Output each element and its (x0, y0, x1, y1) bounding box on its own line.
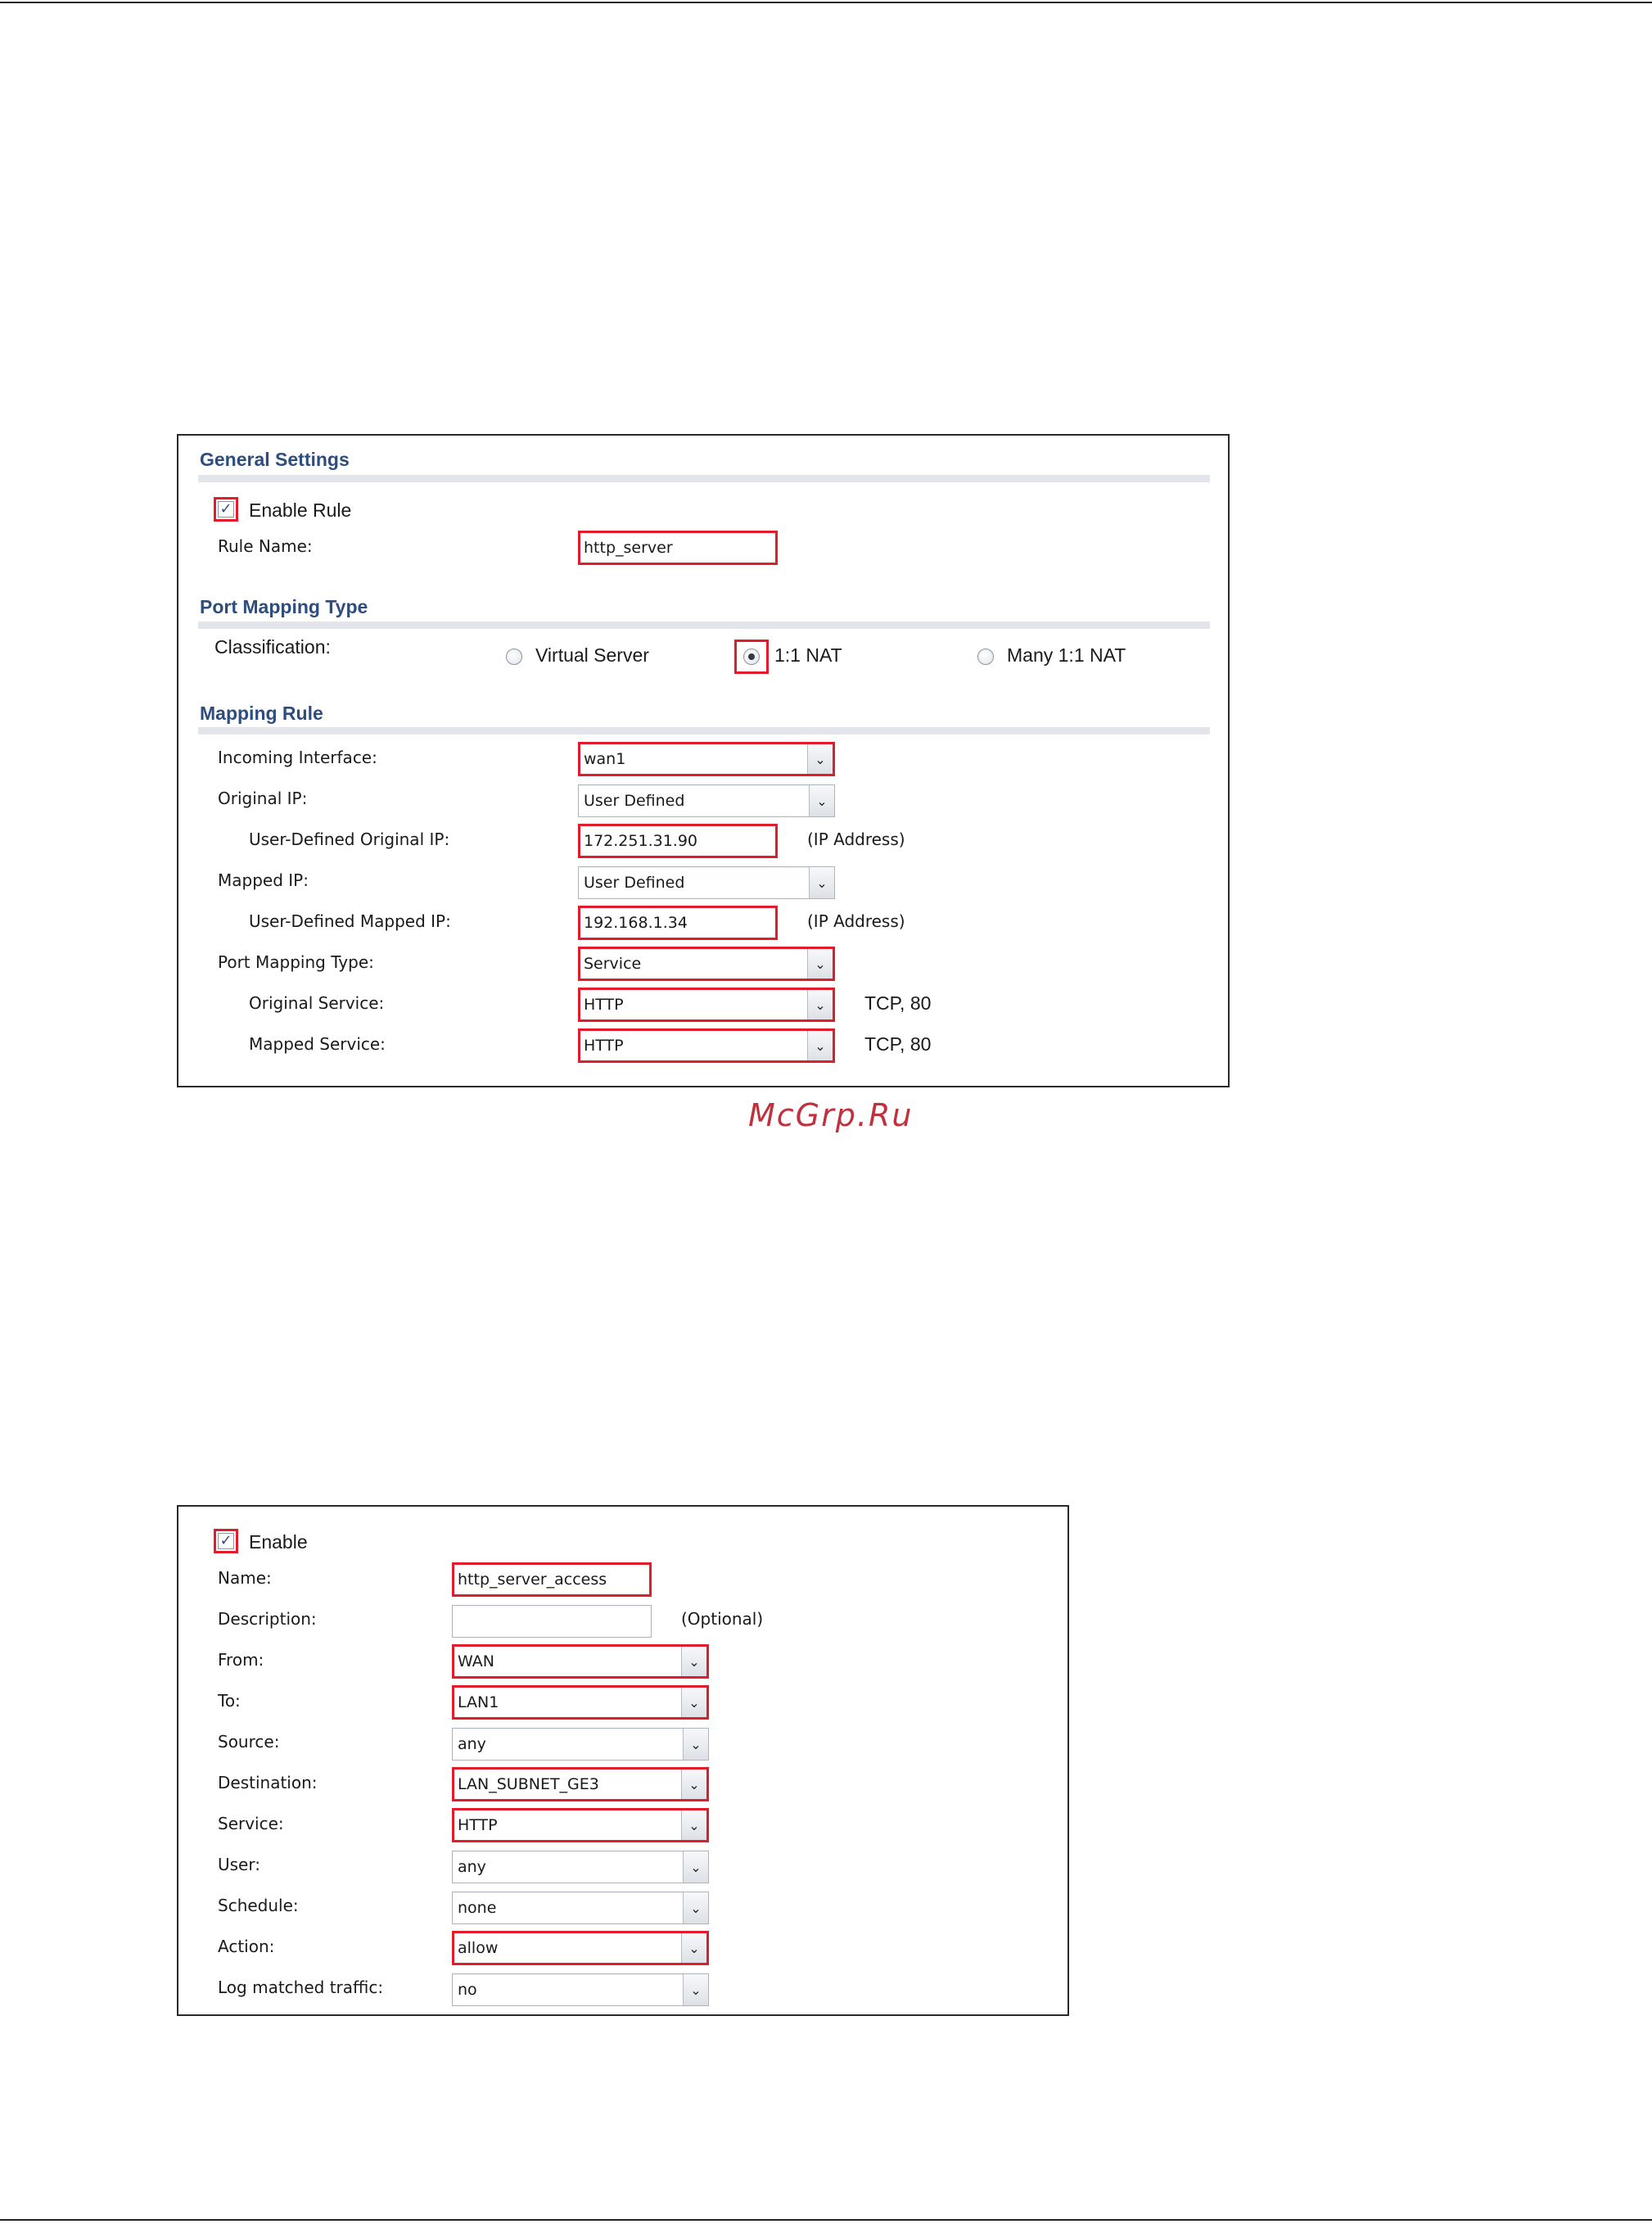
port-mapping-type-select[interactable] (578, 947, 835, 981)
one-to-one-nat-radio[interactable] (743, 649, 760, 665)
from-value: WAN (458, 1652, 494, 1670)
log-matched-traffic-label: Log matched traffic: (218, 1978, 384, 1997)
many-one-to-one-nat-label: Many 1:1 NAT (1007, 644, 1126, 666)
user-select[interactable] (452, 1851, 709, 1883)
virtual-server-label: Virtual Server (535, 644, 649, 666)
from-label: From: (218, 1650, 264, 1670)
chevron-down-icon: ⌄ (681, 1933, 706, 1963)
incoming-interface-value: wan1 (584, 750, 626, 768)
log-matched-traffic-value: no (458, 1981, 477, 1999)
source-value: any (458, 1735, 486, 1753)
user-defined-mapped-ip-value: 192.168.1.34 (584, 914, 688, 932)
description-label: Description: (218, 1609, 317, 1629)
chevron-down-icon: ⌄ (681, 1770, 706, 1799)
schedule-select[interactable] (452, 1892, 709, 1924)
watermark-text: McGrp.Ru (748, 1097, 914, 1133)
one-to-one-nat-label: 1:1 NAT (774, 644, 842, 666)
port-mapping-type-divider (198, 622, 1210, 629)
incoming-interface-select[interactable] (578, 742, 835, 776)
security-policy-panel (177, 1505, 1069, 2016)
original-ip-value: User Defined (584, 792, 685, 810)
destination-label: Destination: (218, 1773, 318, 1792)
top-page-rule (0, 2, 1652, 3)
mapped-service-value: HTTP (584, 1037, 624, 1055)
chevron-down-icon: ⌄ (683, 1851, 708, 1883)
chevron-down-icon: ⌄ (807, 1031, 833, 1060)
enable-highlight (214, 1529, 238, 1553)
mapped-ip-label: Mapped IP: (218, 870, 309, 890)
destination-select[interactable] (452, 1767, 709, 1801)
name-value: http_server_access (458, 1571, 607, 1589)
service-select[interactable] (452, 1808, 709, 1842)
user-defined-original-ip-value: 172.251.31.90 (584, 832, 698, 850)
port-mapping-type-label: Port Mapping Type: (218, 952, 374, 972)
mapping-rule-title: Mapping Rule (200, 703, 323, 724)
rule-name-label: Rule Name: (218, 536, 313, 556)
check-icon: ✓ (219, 1532, 232, 1549)
chevron-down-icon: ⌄ (809, 785, 834, 816)
action-value: allow (458, 1939, 499, 1957)
mapped-service-info: TCP, 80 (864, 1033, 932, 1055)
rule-name-input[interactable] (578, 531, 778, 565)
port-mapping-type-title: Port Mapping Type (200, 596, 368, 617)
general-settings-divider (198, 475, 1210, 482)
chevron-down-icon: ⌄ (807, 744, 833, 774)
description-input[interactable] (452, 1605, 652, 1638)
chevron-down-icon: ⌄ (809, 867, 834, 898)
nat-rule-panel (177, 434, 1230, 1087)
service-label: Service: (218, 1814, 284, 1833)
user-label: User: (218, 1855, 260, 1874)
port-mapping-type-value: Service (584, 955, 642, 973)
mapped-service-select[interactable] (578, 1028, 835, 1063)
schedule-label: Schedule: (218, 1896, 299, 1915)
mapping-rule-divider (198, 727, 1210, 735)
to-select[interactable] (452, 1685, 709, 1720)
original-service-value: HTTP (584, 996, 624, 1014)
from-select[interactable] (452, 1644, 709, 1679)
incoming-interface-label: Incoming Interface: (218, 748, 377, 767)
general-settings-title: General Settings (200, 449, 350, 470)
chevron-down-icon: ⌄ (807, 990, 833, 1019)
to-label: To: (218, 1691, 241, 1711)
chevron-down-icon: ⌄ (681, 1810, 706, 1840)
action-select[interactable] (452, 1931, 709, 1965)
user-defined-original-ip-label: User-Defined Original IP: (249, 829, 450, 849)
user-defined-mapped-ip-label: User-Defined Mapped IP: (249, 911, 451, 931)
rule-name-value: http_server (584, 539, 673, 557)
check-icon: ✓ (219, 500, 232, 518)
action-label: Action: (218, 1937, 275, 1956)
name-label: Name: (218, 1568, 272, 1588)
chevron-down-icon: ⌄ (683, 1974, 708, 2005)
virtual-server-radio[interactable] (506, 649, 522, 665)
source-label: Source: (218, 1732, 280, 1752)
mapped-ip-select[interactable] (578, 866, 835, 899)
enable-rule-highlight (214, 497, 238, 522)
original-ip-label: Original IP: (218, 789, 308, 808)
chevron-down-icon: ⌄ (807, 949, 833, 979)
original-ip-select[interactable] (578, 784, 835, 817)
log-matched-traffic-select[interactable] (452, 1973, 709, 2006)
mapped-service-label: Mapped Service: (249, 1034, 386, 1054)
mapped-ip-value: User Defined (584, 874, 685, 892)
user-defined-original-ip-input[interactable] (578, 824, 778, 858)
chevron-down-icon: ⌄ (683, 1729, 708, 1760)
mapped-ip-address-hint: (IP Address) (807, 911, 905, 931)
many-one-to-one-nat-radio[interactable] (977, 649, 994, 665)
original-service-select[interactable] (578, 988, 835, 1022)
original-service-info: TCP, 80 (864, 992, 932, 1014)
classification-label: Classification: (214, 636, 331, 658)
chevron-down-icon: ⌄ (683, 1892, 708, 1923)
enable-label: Enable (249, 1531, 308, 1553)
schedule-value: none (458, 1899, 497, 1917)
enable-rule-label: Enable Rule (249, 499, 352, 521)
chevron-down-icon: ⌄ (681, 1688, 706, 1717)
chevron-down-icon: ⌄ (681, 1647, 706, 1676)
bottom-page-rule (0, 2219, 1652, 2221)
name-input[interactable] (452, 1562, 652, 1597)
original-ip-address-hint: (IP Address) (807, 829, 905, 849)
source-select[interactable] (452, 1728, 709, 1761)
destination-value: LAN_SUBNET_GE3 (458, 1775, 599, 1793)
user-defined-mapped-ip-input[interactable] (578, 906, 778, 940)
optional-hint: (Optional) (681, 1609, 764, 1629)
original-service-label: Original Service: (249, 993, 385, 1013)
to-value: LAN1 (458, 1693, 499, 1711)
service-value: HTTP (458, 1816, 498, 1834)
user-value: any (458, 1858, 486, 1876)
